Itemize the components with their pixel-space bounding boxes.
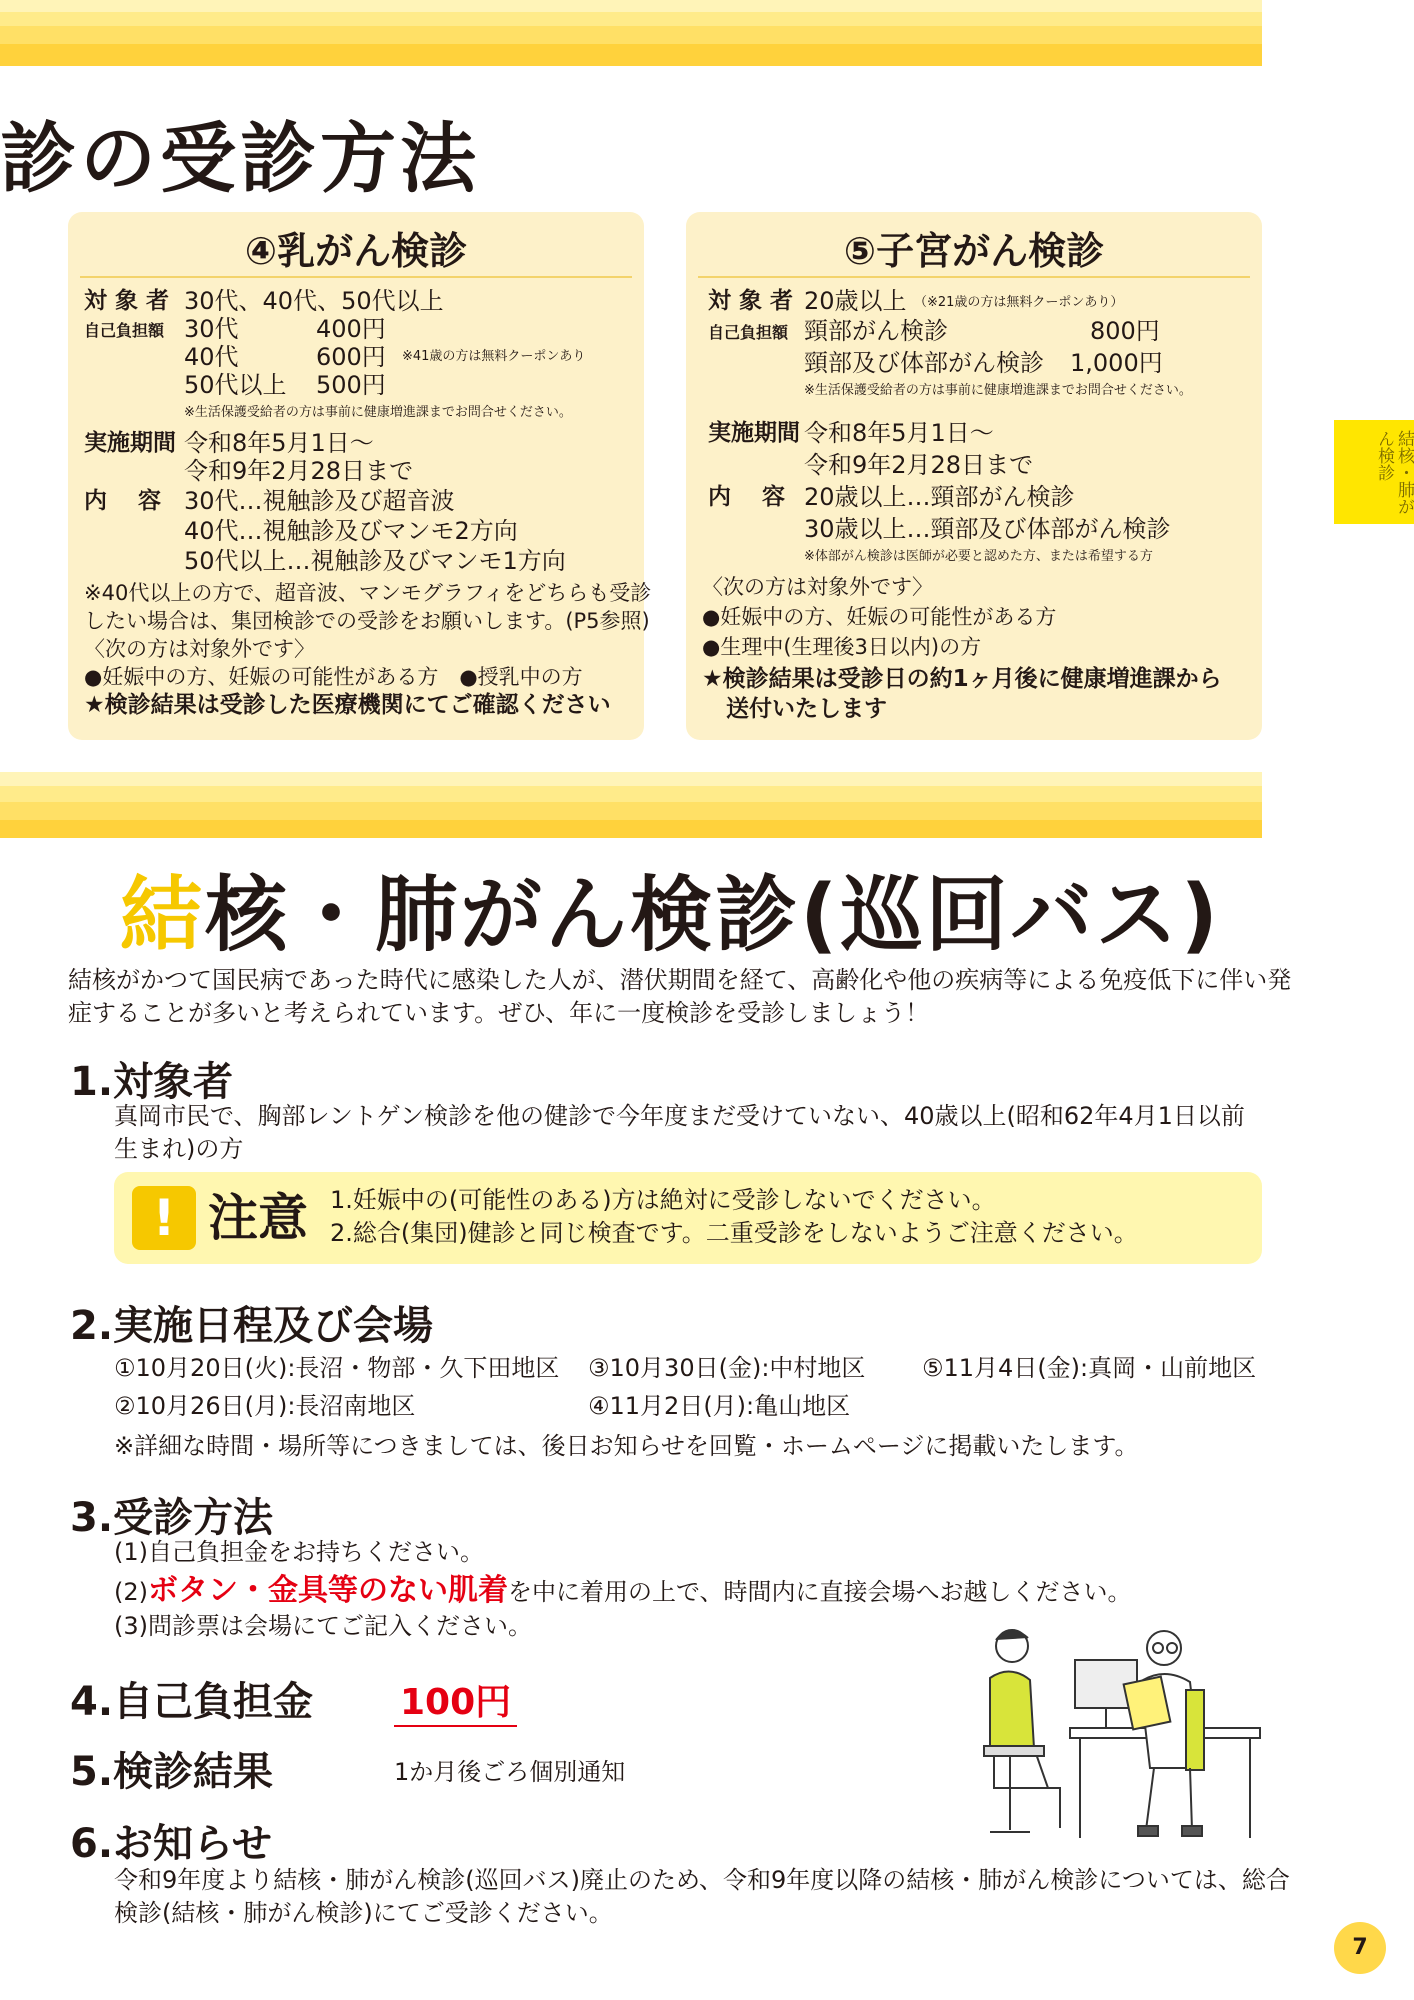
target-value: 20歳以上 — [804, 287, 907, 315]
excluded-title: 〈次の方は対象外です〉 — [702, 575, 933, 599]
excluded-line: ●妊娠中の方、妊娠の可能性がある方 ●授乳中の方 — [84, 665, 583, 689]
note-line: したい場合は、集団検診での受診をお願いします。(P5参照) — [84, 609, 650, 633]
content-line: 40代…視触診及びマンモ2方向 — [184, 517, 518, 545]
content-label: 内 容 — [84, 488, 162, 514]
schedule-item: ⑤11月4日(金):真岡・山前地区 — [922, 1354, 1257, 1382]
tb-title-rest: 核・肺がん検診(巡回バス) — [205, 868, 1221, 963]
period-label: 実施期間 — [84, 430, 176, 456]
doctor-patient-illustration — [950, 1618, 1270, 1848]
fee-age: 50代以上 — [184, 371, 287, 399]
top-stripe — [0, 0, 1262, 66]
fee-label: 自己負担額 — [84, 321, 165, 340]
caution-box — [114, 1172, 1262, 1264]
notice-line: 検診(結核・肺がん検診)にてご受診ください。 — [114, 1899, 613, 1927]
target-line: 生まれ)の方 — [114, 1135, 244, 1163]
content-label: 内 容 — [708, 484, 786, 510]
middle-stripe — [0, 772, 1262, 838]
caution-line: 2.総合(集団)健診と同じ検査です。二重受診をしないようご注意ください。 — [330, 1219, 1138, 1247]
schedule-note: ※詳細な時間・場所等につきましては、後日お知らせを回覧・ホームページに掲載いたします。 — [114, 1432, 1139, 1460]
excluded-title: 〈次の方は対象外です〉 — [84, 637, 315, 661]
breast-cancer-box — [68, 212, 652, 740]
intro-line: 結核がかつて国民病であった時代に感染した人が、潜伏期間を経て、高齢化や他の疾病等による免疫低下に伴い発 — [68, 966, 1292, 994]
schedule-item: ③10月30日(金):中村地区 — [588, 1354, 866, 1382]
content-line: 50代以上…視触診及びマンモ1方向 — [184, 547, 566, 575]
fee-age: 30代 — [184, 315, 239, 343]
page-title-top: 診の受診方法 — [0, 114, 480, 203]
section5-title: 5.検診結果 — [70, 1749, 274, 1795]
note-line: ※40代以上の方で、超音波、マンモグラフィをどちらも受診 — [84, 581, 652, 605]
period-line: 令和9年2月28日まで — [804, 451, 1034, 479]
fee-note: ※生活保護受給者の方は事前に健康増進課までお問合せください。 — [804, 383, 1192, 398]
period-label: 実施期間 — [708, 420, 800, 446]
target-line: 真岡市民で、胸部レントゲン検診を他の健診で今年度まだ受けていない、40歳以上(昭和62年4月1日以前 — [114, 1102, 1245, 1130]
content-line: 30代…視触診及び超音波 — [184, 487, 455, 515]
exclamation-icon: ! — [132, 1186, 196, 1250]
coupon-note: ※41歳の方は無料クーポンあり — [402, 349, 586, 364]
excluded-line: ●生理中(生理後3日以内)の方 — [702, 635, 982, 659]
section6-title: 6.お知らせ — [70, 1821, 272, 1867]
divider — [80, 276, 632, 278]
fee-value: 100円 — [394, 1674, 517, 1727]
uterine-cancer-box — [686, 212, 1262, 740]
schedule-item: ②10月26日(月):長沼南地区 — [114, 1392, 416, 1420]
fee-age: 40代 — [184, 343, 239, 371]
result-line: ★検診結果は受診した医療機関にてご確認ください — [84, 692, 611, 718]
period-line: 令和8年5月1日～ — [184, 429, 374, 457]
section4-title: 4.自己負担金 — [70, 1679, 314, 1725]
section1-title: 1.対象者 — [70, 1059, 234, 1105]
uterine-cancer-title: ⑤子宮がん検診 — [843, 229, 1105, 273]
notice-line: 令和9年度より結核・肺がん検診(巡回バス)廃止のため、令和9年度以降の結核・肺がん検診については、総合 — [114, 1866, 1290, 1894]
fee-note: ※生活保護受給者の方は事前に健康増進課までお問合せください。 — [184, 405, 572, 420]
target-label: 対 象 者 — [708, 288, 794, 314]
fee-label: 自己負担額 — [708, 323, 789, 342]
caution-label: 注意 — [208, 1189, 308, 1247]
excluded-line: ●妊娠中の方、妊娠の可能性がある方 — [702, 605, 1057, 629]
method-highlight: ボタン・金具等のない肌着 — [148, 1573, 508, 1608]
target-label: 対 象 者 — [84, 288, 170, 314]
method-line — [114, 1574, 1132, 1609]
tb-title-first: 結 — [120, 868, 206, 963]
result-line: ★検診結果は受診日の約1ヶ月後に健康増進課から — [702, 666, 1222, 692]
breast-cancer-title: ④乳がん検診 — [244, 229, 468, 273]
fee-name: 頸部及び体部がん検診 — [804, 349, 1044, 377]
side-tab: 結核・肺がん検診 — [1334, 420, 1414, 524]
period-line: 令和9年2月28日まで — [184, 457, 414, 485]
fee-price: 800円 — [1090, 317, 1160, 345]
fee-price: 400円 — [316, 315, 386, 343]
target-value: 30代、40代、50代以上 — [184, 287, 444, 315]
page-number: 7 — [1334, 1922, 1386, 1974]
section2-title: 2.実施日程及び会場 — [70, 1303, 434, 1349]
method-line: (3)問診票は会場にてご記入ください。 — [114, 1612, 532, 1640]
fee-name: 頸部がん検診 — [804, 317, 948, 345]
content-line: 20歳以上…頸部がん検診 — [804, 483, 1075, 511]
fee-price: 600円 — [316, 343, 386, 371]
tb-title — [120, 850, 1221, 967]
coupon-note: （※21歳の方は無料クーポンあり） — [914, 295, 1124, 310]
fee-price: 1,000円 — [1070, 349, 1163, 377]
method-num: (2) — [114, 1578, 148, 1606]
result-line: 送付いたします — [726, 696, 887, 722]
divider — [698, 276, 1250, 278]
intro-line: 症することが多いと考えられています。ぜひ、年に一度検診を受診しましょう！ — [68, 999, 930, 1027]
section3-title: 3.受診方法 — [70, 1495, 274, 1541]
fee-price: 500円 — [316, 371, 386, 399]
caution-line: 1.妊娠中の(可能性のある)方は絶対に受診しないでください。 — [330, 1186, 996, 1214]
method-rest: を中に着用の上で、時間内に直接会場へお越しください。 — [508, 1578, 1132, 1606]
schedule-item: ①10月20日(火):長沼・物部・久下田地区 — [114, 1354, 560, 1382]
result-value: 1か月後ごろ個別通知 — [394, 1758, 626, 1786]
method-line: (1)自己負担金をお持ちください。 — [114, 1538, 484, 1566]
content-note: ※体部がん検診は医師が必要と認めた方、または希望する方 — [804, 549, 1153, 564]
schedule-item: ④11月2日(月):亀山地区 — [588, 1392, 851, 1420]
content-line: 30歳以上…頸部及び体部がん検診 — [804, 515, 1171, 543]
period-line: 令和8年5月1日～ — [804, 419, 994, 447]
